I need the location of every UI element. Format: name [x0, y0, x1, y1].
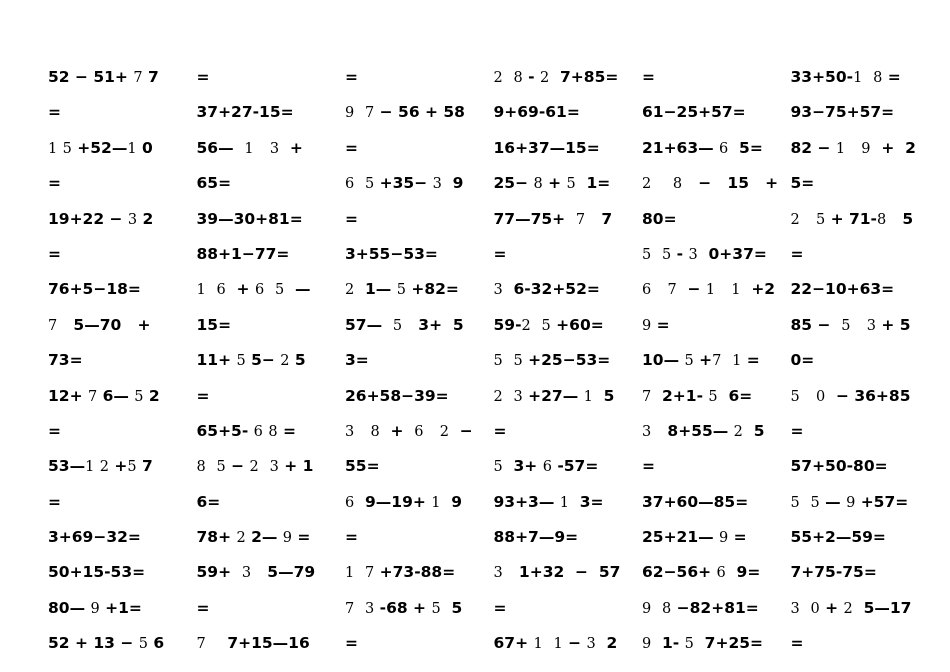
- column-2: [197, 0, 346, 672]
- expression-line: 15=: [196, 315, 232, 334]
- expression-line: 3=: [345, 351, 369, 370]
- expression-line: 5 3+ 6 -57=: [493, 457, 599, 476]
- expression-line: 5=: [790, 174, 815, 193]
- expression-line: =: [48, 492, 61, 511]
- expression-line: 93+3— 1 3=: [493, 492, 604, 511]
- expression-line: =: [345, 528, 358, 547]
- expression-line: =: [48, 244, 61, 263]
- expression-line: 8 5 − 2 3 + 1: [196, 457, 314, 476]
- expression-line: 7 2+1- 5 6=: [642, 386, 753, 405]
- expression-line: 55+2—59=: [790, 528, 886, 547]
- expression-line: =: [196, 68, 210, 86]
- expression-line: 62−56+ 6 9=: [642, 563, 761, 582]
- expression-line: 25+21— 9 =: [642, 528, 747, 547]
- expression-line: 11+ 5 5− 2 5: [196, 351, 306, 370]
- expression-line: 80— 9 +1=: [48, 598, 142, 617]
- expression-line: 16+37—15=: [493, 138, 600, 157]
- expression-line: 2 8 − 15 +: [642, 174, 779, 193]
- expression-line: 65=: [196, 174, 232, 193]
- expression-line: 50+15-53=: [48, 563, 146, 582]
- expression-line: 76+5−18=: [48, 280, 141, 299]
- expression-line: 10— 5 +7 1 =: [642, 351, 760, 370]
- expression-line: 65+5- 6 8 =: [196, 421, 296, 440]
- expression-line: 9+69-61=: [493, 103, 580, 122]
- expression-line: =: [493, 421, 507, 440]
- expression-line: =: [48, 174, 61, 193]
- expression-line: 53—1 2 +5 7: [48, 457, 153, 476]
- expression-line: =: [790, 634, 804, 653]
- expression-line: 0=: [790, 351, 815, 370]
- expression-line: 52 − 51+ 7 7: [48, 68, 159, 86]
- expression-line: 6=: [196, 492, 221, 511]
- expression-line: 3 6-32+52=: [493, 280, 600, 299]
- expression-line: 85 − 5 3 + 5: [790, 315, 911, 334]
- expression-line: 7+75-75=: [790, 563, 877, 582]
- expression-line: 3+55−53=: [345, 244, 438, 263]
- expression-line: 78+ 2 2— 9 =: [196, 528, 311, 547]
- expression-line: 5 5 +25−53=: [493, 351, 611, 370]
- expression-line: =: [642, 457, 655, 476]
- expression-line: =: [642, 68, 655, 86]
- expression-line: =: [196, 386, 210, 405]
- expression-line: 73=: [48, 351, 83, 370]
- expression-line: 26+58−39=: [345, 386, 449, 405]
- expression-line: 9 1- 5 7+25=: [642, 634, 764, 653]
- expression-line: 21+63— 6 5=: [642, 138, 763, 157]
- expression-line: 37+60—85=: [642, 492, 749, 511]
- expression-line: =: [196, 598, 210, 617]
- expression-line: 2 1— 5 +82=: [345, 280, 459, 299]
- expression-line: 52 + 13 − 5 6: [48, 634, 165, 653]
- expression-line: 3 8+55— 2 5: [642, 421, 765, 440]
- expression-line: 5 5 — 9 +57=: [790, 492, 909, 511]
- expression-line: 5 5 - 3 0+37=: [642, 244, 767, 263]
- expression-line: =: [493, 598, 507, 617]
- expression-line: 9 =: [642, 315, 670, 334]
- expression-line: 7 5—70 +: [48, 315, 151, 334]
- expression-line: 5 0 − 36+85: [790, 386, 911, 405]
- expression-line: 7 7+15—16: [196, 634, 310, 653]
- expression-line: =: [48, 103, 61, 122]
- expression-line: 12+ 7 6— 5 2: [48, 386, 160, 405]
- expression-line: =: [345, 634, 358, 653]
- expression-line: =: [790, 421, 804, 440]
- expression-line: 3 1+32 − 57: [493, 563, 621, 582]
- expression-line: 1 7 +73-88=: [345, 563, 456, 582]
- expression-line: 93−75+57=: [790, 103, 895, 122]
- expression-line: 59-2 5 +60=: [493, 315, 604, 334]
- expression-line: 61−25+57=: [642, 103, 746, 122]
- column-4: [494, 0, 643, 672]
- expression-line: 57+50-80=: [790, 457, 888, 476]
- expression-line: 9 8 −82+81=: [642, 598, 759, 617]
- expression-line: 80=: [642, 209, 677, 228]
- expression-line: =: [790, 244, 804, 263]
- expression-line: 9 7 − 56 + 58: [345, 103, 465, 122]
- expression-line: 57— 5 3+ 5: [345, 315, 464, 334]
- expression-line: 55=: [345, 457, 380, 476]
- expression-line: =: [345, 138, 358, 157]
- expression-line: 56— 1 3 +: [196, 138, 303, 157]
- column-3: [345, 0, 494, 672]
- column-1: [48, 0, 197, 672]
- column-5: [642, 0, 791, 672]
- expression-line: 19+22 − 3 2: [48, 209, 154, 228]
- expression-line: 37+27-15=: [196, 103, 294, 122]
- expression-line: 77—75+ 7 7: [493, 209, 613, 228]
- expression-line: 2 5 + 71-8 5: [790, 209, 914, 228]
- expression-line: 3 8 + 6 2 −: [345, 421, 473, 440]
- expression-line: 7 3 -68 + 5 5: [345, 598, 463, 617]
- expression-line: 67+ 1 1 − 3 2: [493, 634, 618, 653]
- expression-line: =: [345, 209, 358, 228]
- expression-line: 1 6 + 6 5 —: [196, 280, 311, 299]
- expression-line: 3 0 + 2 5—17: [790, 598, 912, 617]
- expression-line: 2 3 +27— 1 5: [493, 386, 615, 405]
- expression-line: =: [493, 244, 507, 263]
- expression-line: 3+69−32=: [48, 528, 141, 547]
- expression-line: =: [48, 421, 61, 440]
- expression-line: 1 5 +52—1 0: [48, 138, 153, 157]
- expression-line: 25− 8 + 5 1=: [493, 174, 611, 193]
- expression-line: 33+50-1 8 =: [790, 68, 901, 86]
- expression-line: 82 − 1 9 + 2: [790, 138, 916, 157]
- expression-line: 6 7 − 1 1 +2: [642, 280, 776, 299]
- expression-line: 6 5 +35− 3 9: [345, 174, 464, 193]
- expression-line: =: [345, 68, 358, 86]
- expression-line: 39—30+81=: [196, 209, 303, 228]
- expression-line: 6 9—19+ 1 9: [345, 492, 463, 511]
- expression-line: 88+1−77=: [196, 244, 290, 263]
- expression-line: 59+ 3 5—79: [196, 563, 316, 582]
- expression-line: 22−10+63=: [790, 280, 895, 299]
- column-6: [791, 0, 940, 672]
- expression-line: 2 8 - 2 7+85=: [493, 68, 619, 86]
- expression-line: 88+7—9=: [493, 528, 579, 547]
